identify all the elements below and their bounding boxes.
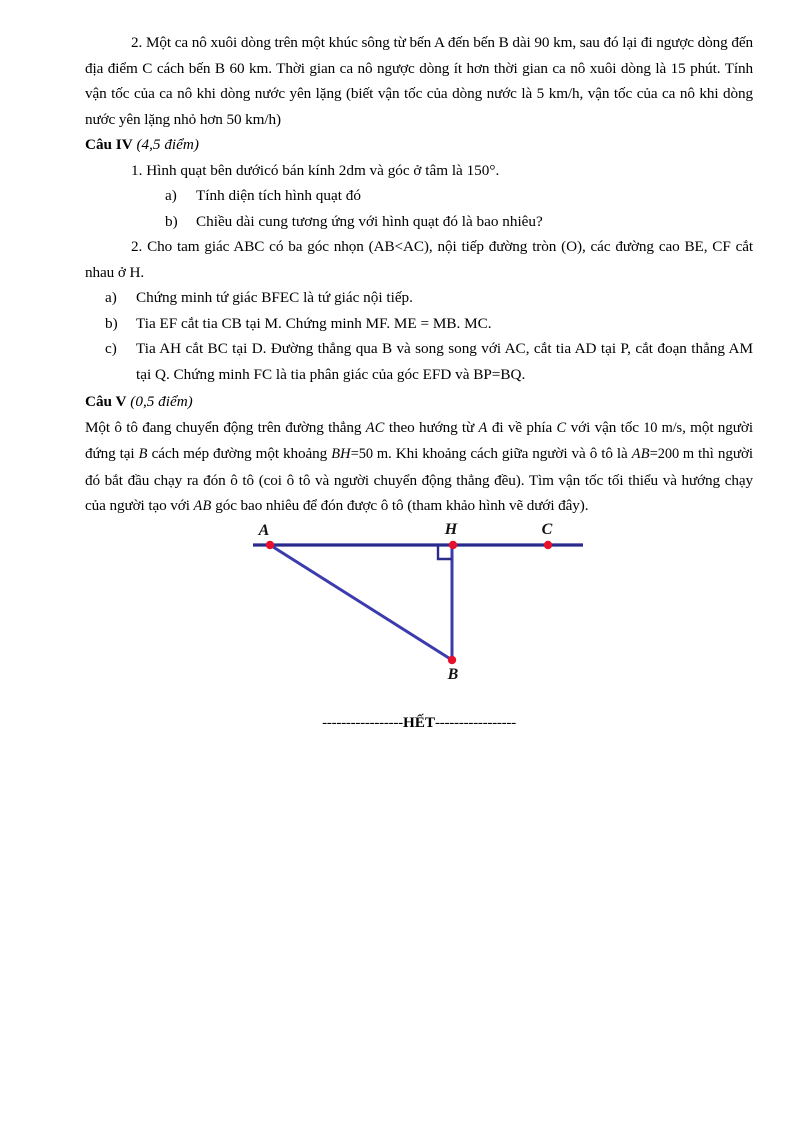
cau-v-text-6: cách mép đường một khoảng xyxy=(147,445,332,462)
vertex-label-A: A xyxy=(258,521,270,539)
right-angle-marker-icon xyxy=(438,546,452,559)
cau-v-text-7: . Khi khoảng cách giữa người và ô tô là xyxy=(387,445,632,462)
cau-v-heading xyxy=(85,389,753,415)
vertex-point-B xyxy=(448,655,456,663)
vertex-point-A xyxy=(266,540,274,548)
cau-v-text-8: thì người đó bắt đầu chạy ra đón ô tô (coi ô tô và người chuyển động thẳng đều). Tìm vận tốc tối thiểu và hướng chạy của người tạo với xyxy=(85,445,754,514)
cau-v-text-5: , một người đứng tại xyxy=(85,418,753,462)
cau-v-text-2: theo hướng từ xyxy=(384,418,479,436)
cau-iv-item2: 2. Cho tam giác ABC có ba góc nhọn (AB<AC), nội tiếp đường tròn (O), các đường cao BE, CF cắt nhau ở H. xyxy=(85,238,753,281)
var-bh: BH xyxy=(331,446,351,462)
var-ab-2: AB xyxy=(193,498,212,514)
footer-dashes-right: ----------------- xyxy=(435,713,516,731)
cau-v-text-1: Một ô tô đang chuyển động trên đường thẳng xyxy=(85,418,366,436)
value-ab: =200 xyxy=(649,446,680,462)
vertex-label-C: C xyxy=(541,520,553,538)
cau-v-text-4: với vận tốc xyxy=(566,418,644,436)
cau-v-body xyxy=(85,415,753,520)
cau-v-label: Câu V xyxy=(85,393,127,410)
unit-bh: m xyxy=(373,446,388,462)
unit-ab: m xyxy=(679,446,694,462)
problem-2-river-paragraph: 2. Một ca nô xuôi dòng trên một khúc sông từ bến A đến bến B dài 90 km, sau đó lại đi ngược dòng đến địa điểm C cách bến B 60 km. Thời gian ca nô ngược dòng ít hơn thời gian ca nô xuôi dòng là 15 phút. Tính vận tốc của ca nô khi dòng nước yên lặng (biết vận tốc của dòng nước là 5 km/h, vận tốc của ca nô khi dòng nước yên lặng nhỏ hơn 50 km/h) xyxy=(85,34,753,128)
footer-dashes-left: ----------------- xyxy=(322,713,403,731)
cau-iv-item1-angle: 150° xyxy=(466,161,496,179)
segment-AB xyxy=(270,545,452,660)
value-bh: =50 xyxy=(350,446,373,462)
list-item xyxy=(165,183,753,209)
vertex-label-B: B xyxy=(447,665,459,683)
list-item xyxy=(105,336,753,387)
geometry-figure xyxy=(0,520,794,695)
list-marker: b) xyxy=(165,212,178,230)
var-a: A xyxy=(478,419,488,436)
list-text: Tia AH cắt BC tại D. Đường thẳng qua B và song song với AC, cắt tia AD tại P, cắt đoạn thẳng AM tại Q. Chứng minh FC là tia phân giác của góc EFD và BP=BQ. xyxy=(136,340,753,383)
list-item xyxy=(105,285,753,311)
list-text: Chiều dài cung tương ứng với hình quạt đó là bao nhiêu? xyxy=(196,212,543,230)
cau-v-points: (0,5 điểm) xyxy=(130,393,193,410)
cau-iv-item1-suffix: . xyxy=(495,161,500,179)
var-ac: AC xyxy=(365,419,385,436)
cau-iv-points: (4,5 điểm) xyxy=(136,136,199,153)
value-speed: 10 xyxy=(643,419,658,436)
list-text: Tia EF cắt tia CB tại M. Chứng minh MF. ME = MB. MC. xyxy=(136,314,492,332)
list-text: Chứng minh tứ giác BFEC là tứ giác nội tiếp. xyxy=(136,289,413,306)
cau-iv-item1-subitems xyxy=(85,183,753,234)
geometry-figure-svg xyxy=(0,520,794,695)
footer-het xyxy=(85,711,753,735)
list-marker: c) xyxy=(105,340,117,357)
list-marker: a) xyxy=(105,289,117,306)
vertex-point-H xyxy=(449,540,457,548)
vertex-point-C xyxy=(544,540,552,548)
var-c: C xyxy=(556,419,567,436)
cau-iv-item1-prefix: 1. Hình quạt bên dướicó bán kính 2dm và góc ở tâm là xyxy=(131,161,467,179)
cau-iv-item1 xyxy=(85,158,753,184)
list-text: Tính diện tích hình quạt đó xyxy=(196,187,361,204)
footer-het-word: HẾT xyxy=(402,713,436,731)
vertex-label-H: H xyxy=(444,520,458,538)
list-marker: a) xyxy=(165,187,177,204)
var-ab: AB xyxy=(631,446,650,462)
unit-speed: m/s xyxy=(657,419,683,436)
list-marker: b) xyxy=(105,314,118,332)
var-b: B xyxy=(138,446,148,462)
cau-v-text-3: đi về phía xyxy=(487,418,557,436)
cau-iv-item2-subitems xyxy=(85,285,753,387)
list-item xyxy=(105,311,753,337)
cau-iv-label: Câu IV xyxy=(85,136,133,153)
cau-iv-heading xyxy=(85,132,753,158)
cau-v-text-9: góc bao nhiêu để đón được ô tô (tham khảo hình vẽ dưới đây). xyxy=(211,497,589,514)
list-item xyxy=(165,209,753,235)
